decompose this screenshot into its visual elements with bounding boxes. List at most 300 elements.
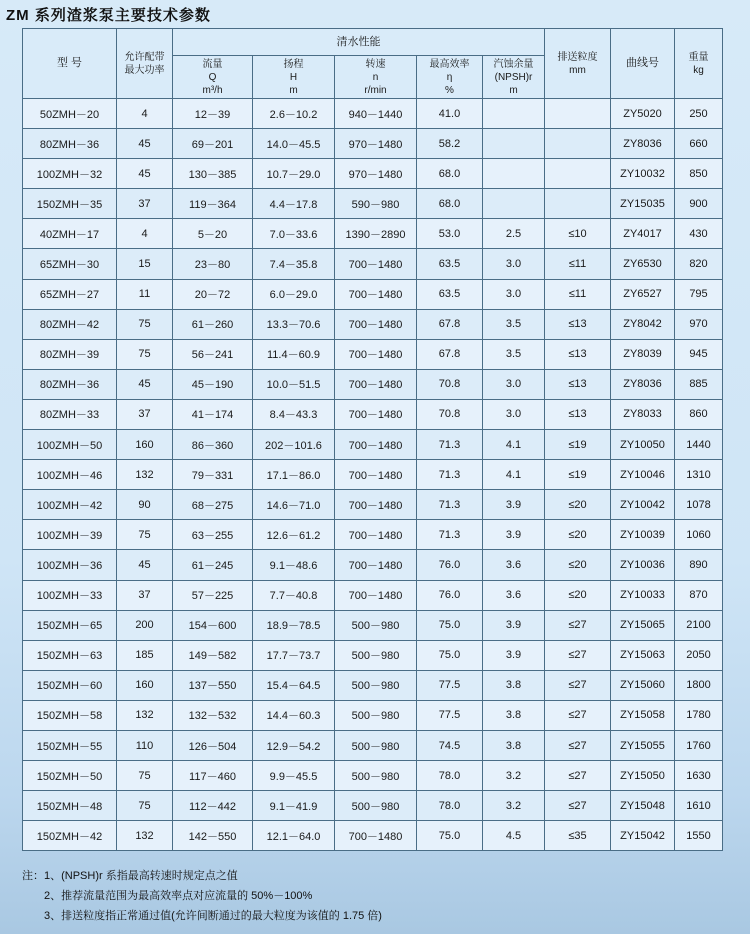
cell-eff: 75.0 [417,610,483,640]
cell-model: 150ZMH－48 [23,791,117,821]
cell-flow: 69－201 [173,129,253,159]
cell-flow: 23－80 [173,249,253,279]
cell-particle: ≤27 [545,670,611,700]
cell-head: 7.0－33.6 [253,219,335,249]
table-row [23,791,723,821]
cell-eff: 77.5 [417,700,483,730]
cell-curve: ZY8036 [611,129,675,159]
cell-speed: 500－980 [335,640,417,670]
header-speed-line2: n [372,71,379,83]
header-particle [545,29,611,99]
cell-flow: 154－600 [173,610,253,640]
cell-eff: 68.0 [417,189,483,219]
spec-table-body [23,99,723,851]
cell-weight: 795 [675,279,723,309]
cell-model: 100ZMH－42 [23,490,117,520]
cell-speed: 700－1480 [335,309,417,339]
header-speed [335,56,417,99]
cell-npsh: 4.1 [483,460,545,490]
cell-eff: 71.3 [417,490,483,520]
cell-flow: 12－39 [173,99,253,129]
cell-npsh: 2.5 [483,219,545,249]
cell-power: 160 [117,670,173,700]
cell-power: 90 [117,490,173,520]
cell-weight: 1060 [675,520,723,550]
cell-eff: 41.0 [417,99,483,129]
cell-npsh: 3.6 [483,550,545,580]
cell-eff: 75.0 [417,640,483,670]
table-row [23,730,723,760]
cell-curve: ZY10039 [611,520,675,550]
cell-weight: 860 [675,399,723,429]
cell-npsh [483,99,545,129]
cell-curve: ZY15042 [611,821,675,851]
cell-curve: ZY15058 [611,700,675,730]
cell-speed: 700－1480 [335,339,417,369]
cell-speed: 500－980 [335,791,417,821]
cell-flow: 142－550 [173,821,253,851]
header-flow-line2: Q [208,71,217,83]
cell-curve: ZY8036 [611,369,675,399]
header-head [253,56,335,99]
cell-speed: 1390－2890 [335,219,417,249]
cell-head: 17.1－86.0 [253,460,335,490]
header-flow-line1: 流量 [202,58,223,70]
cell-particle: ≤35 [545,821,611,851]
cell-model: 150ZMH－60 [23,670,117,700]
cell-speed: 940－1440 [335,99,417,129]
header-power [117,29,173,99]
cell-head: 10.7－29.0 [253,159,335,189]
cell-speed: 700－1480 [335,279,417,309]
cell-speed: 500－980 [335,730,417,760]
cell-npsh: 3.8 [483,730,545,760]
cell-flow: 137－550 [173,670,253,700]
header-speed-line1: 转速 [365,58,386,70]
cell-flow: 132－532 [173,700,253,730]
cell-eff: 78.0 [417,791,483,821]
table-row [23,640,723,670]
cell-head: 18.9－78.5 [253,610,335,640]
cell-curve: ZY15050 [611,761,675,791]
cell-speed: 700－1480 [335,249,417,279]
cell-weight: 1780 [675,700,723,730]
cell-flow: 130－385 [173,159,253,189]
table-row [23,520,723,550]
cell-head: 2.6－10.2 [253,99,335,129]
cell-npsh: 3.8 [483,670,545,700]
cell-head: 11.4－60.9 [253,339,335,369]
cell-model: 80ZMH－36 [23,129,117,159]
cell-power: 185 [117,640,173,670]
cell-eff: 70.8 [417,369,483,399]
cell-particle: ≤10 [545,219,611,249]
cell-power: 75 [117,761,173,791]
cell-particle: ≤27 [545,730,611,760]
cell-curve: ZY15055 [611,730,675,760]
cell-head: 14.4－60.3 [253,700,335,730]
cell-curve: ZY15035 [611,189,675,219]
cell-power: 75 [117,339,173,369]
cell-power: 45 [117,550,173,580]
cell-curve: ZY15048 [611,791,675,821]
cell-eff: 68.0 [417,159,483,189]
cell-npsh: 3.2 [483,761,545,791]
header-eff-line3: % [445,84,454,96]
header-npsh-line3: m [509,84,518,96]
table-row [23,129,723,159]
cell-model: 50ZMH－20 [23,99,117,129]
cell-power: 37 [117,399,173,429]
cell-flow: 57－225 [173,580,253,610]
cell-curve: ZY15063 [611,640,675,670]
cell-eff: 76.0 [417,550,483,580]
table-row [23,279,723,309]
cell-npsh: 3.2 [483,791,545,821]
cell-eff: 71.3 [417,460,483,490]
cell-weight: 1760 [675,730,723,760]
cell-speed: 700－1480 [335,821,417,851]
page-title: ZM 系列渣浆泵主要技术参数 [6,7,211,24]
cell-eff: 70.8 [417,399,483,429]
header-particle-line2: mm [569,64,586,76]
cell-power: 11 [117,279,173,309]
cell-flow: 119－364 [173,189,253,219]
cell-head: 202－101.6 [253,430,335,460]
cell-head: 7.4－35.8 [253,249,335,279]
cell-power: 132 [117,700,173,730]
note-2: 2、推荐流量范围为最高效率点对应流量的 50%－100% [44,890,313,902]
cell-head: 9.1－48.6 [253,550,335,580]
cell-flow: 112－442 [173,791,253,821]
cell-weight: 1800 [675,670,723,700]
table-row [23,369,723,399]
cell-eff: 71.3 [417,430,483,460]
cell-weight: 970 [675,309,723,339]
cell-eff: 74.5 [417,730,483,760]
cell-power: 45 [117,369,173,399]
header-group-clear-water: 清水性能 [173,29,545,56]
cell-npsh: 3.0 [483,279,545,309]
header-curve: 曲线号 [611,29,675,99]
cell-particle: ≤13 [545,309,611,339]
cell-power: 160 [117,430,173,460]
cell-model: 100ZMH－46 [23,460,117,490]
cell-speed: 700－1480 [335,399,417,429]
cell-particle: ≤19 [545,460,611,490]
cell-curve: ZY6527 [611,279,675,309]
cell-eff: 63.5 [417,249,483,279]
table-row [23,219,723,249]
cell-curve: ZY5020 [611,99,675,129]
table-row [23,339,723,369]
cell-particle: ≤13 [545,369,611,399]
cell-power: 75 [117,309,173,339]
cell-curve: ZY6530 [611,249,675,279]
header-head-line1: 扬程 [283,58,304,70]
table-row [23,460,723,490]
cell-eff: 78.0 [417,761,483,791]
cell-npsh [483,159,545,189]
note-1: 1、(NPSH)r 系指最高转速时规定点之值 [44,870,238,882]
table-row [23,670,723,700]
header-model: 型 号 [23,29,117,99]
note-row-2 [22,886,382,906]
cell-power: 110 [117,730,173,760]
header-weight [675,29,723,99]
cell-particle [545,99,611,129]
cell-particle: ≤27 [545,640,611,670]
cell-model: 100ZMH－36 [23,550,117,580]
cell-eff: 71.3 [417,520,483,550]
cell-npsh: 4.5 [483,821,545,851]
cell-curve: ZY10032 [611,159,675,189]
cell-curve: ZY10042 [611,490,675,520]
cell-model: 80ZMH－39 [23,339,117,369]
cell-npsh: 3.6 [483,580,545,610]
cell-eff: 53.0 [417,219,483,249]
cell-model: 150ZMH－58 [23,700,117,730]
cell-model: 80ZMH－42 [23,309,117,339]
cell-particle: ≤13 [545,339,611,369]
header-flow-line3: m³/h [202,84,223,96]
cell-speed: 970－1480 [335,129,417,159]
cell-head: 7.7－40.8 [253,580,335,610]
cell-weight: 1630 [675,761,723,791]
cell-power: 4 [117,219,173,249]
cell-head: 12.1－64.0 [253,821,335,851]
cell-speed: 700－1480 [335,580,417,610]
header-npsh-line2: (NPSH)r [494,71,533,83]
cell-weight: 820 [675,249,723,279]
cell-curve: ZY8033 [611,399,675,429]
table-row [23,580,723,610]
cell-flow: 63－255 [173,520,253,550]
cell-weight: 870 [675,580,723,610]
header-flow [173,56,253,99]
cell-curve: ZY15060 [611,670,675,700]
cell-curve: ZY8039 [611,339,675,369]
cell-particle [545,129,611,159]
spec-table [22,28,723,851]
cell-weight: 885 [675,369,723,399]
header-npsh-line1: 汽蚀余量 [493,58,534,70]
cell-model: 100ZMH－33 [23,580,117,610]
cell-particle: ≤20 [545,550,611,580]
header-eff-line2: η [446,71,453,83]
cell-curve: ZY10033 [611,580,675,610]
table-row [23,490,723,520]
cell-model: 100ZMH－50 [23,430,117,460]
cell-power: 132 [117,460,173,490]
cell-flow: 61－245 [173,550,253,580]
cell-curve: ZY10036 [611,550,675,580]
cell-power: 45 [117,159,173,189]
cell-power: 15 [117,249,173,279]
header-power-line2: 最大功率 [124,64,165,76]
cell-head: 14.0－45.5 [253,129,335,159]
table-row [23,309,723,339]
cell-flow: 86－360 [173,430,253,460]
cell-weight: 1310 [675,460,723,490]
cell-weight: 1550 [675,821,723,851]
cell-particle: ≤20 [545,490,611,520]
cell-head: 9.9－45.5 [253,761,335,791]
cell-power: 75 [117,791,173,821]
header-power-line1: 允许配带 [124,51,165,63]
cell-model: 65ZMH－30 [23,249,117,279]
notes [22,866,382,926]
cell-model: 65ZMH－27 [23,279,117,309]
cell-npsh: 3.0 [483,369,545,399]
cell-particle: ≤27 [545,700,611,730]
cell-flow: 117－460 [173,761,253,791]
cell-weight: 1078 [675,490,723,520]
header-efficiency [417,56,483,99]
table-row [23,821,723,851]
cell-npsh [483,189,545,219]
header-speed-line3: r/min [364,84,387,96]
cell-npsh: 3.0 [483,249,545,279]
cell-npsh: 3.9 [483,520,545,550]
table-row [23,189,723,219]
table-row [23,610,723,640]
cell-power: 75 [117,520,173,550]
cell-flow: 45－190 [173,369,253,399]
cell-weight: 850 [675,159,723,189]
cell-weight: 1440 [675,430,723,460]
cell-model: 150ZMH－50 [23,761,117,791]
cell-speed: 500－980 [335,700,417,730]
table-row [23,399,723,429]
cell-particle: ≤19 [545,430,611,460]
cell-head: 14.6－71.0 [253,490,335,520]
cell-particle [545,189,611,219]
cell-weight: 250 [675,99,723,129]
cell-weight: 890 [675,550,723,580]
cell-speed: 500－980 [335,761,417,791]
cell-model: 100ZMH－32 [23,159,117,189]
cell-particle: ≤27 [545,791,611,821]
notes-lead: 注： [22,870,44,882]
cell-weight: 900 [675,189,723,219]
cell-head: 9.1－41.9 [253,791,335,821]
cell-speed: 500－980 [335,670,417,700]
cell-speed: 500－980 [335,610,417,640]
cell-model: 150ZMH－35 [23,189,117,219]
cell-eff: 67.8 [417,339,483,369]
cell-weight: 2100 [675,610,723,640]
cell-speed: 970－1480 [335,159,417,189]
header-head-line2: H [289,71,298,83]
cell-speed: 700－1480 [335,490,417,520]
cell-head: 10.0－51.5 [253,369,335,399]
cell-power: 200 [117,610,173,640]
cell-weight: 2050 [675,640,723,670]
cell-head: 15.4－64.5 [253,670,335,700]
cell-model: 150ZMH－42 [23,821,117,851]
cell-particle: ≤20 [545,580,611,610]
note-row-1 [22,866,382,886]
cell-npsh: 3.9 [483,610,545,640]
cell-speed: 700－1480 [335,460,417,490]
cell-eff: 77.5 [417,670,483,700]
table-row [23,761,723,791]
cell-curve: ZY4017 [611,219,675,249]
table-row [23,700,723,730]
cell-npsh: 3.9 [483,640,545,670]
cell-speed: 590－980 [335,189,417,219]
cell-curve: ZY15065 [611,610,675,640]
cell-speed: 700－1480 [335,520,417,550]
table-row [23,99,723,129]
cell-particle: ≤27 [545,610,611,640]
cell-power: 37 [117,580,173,610]
cell-flow: 41－174 [173,399,253,429]
cell-eff: 58.2 [417,129,483,159]
cell-npsh: 3.8 [483,700,545,730]
cell-eff: 76.0 [417,580,483,610]
table-row [23,430,723,460]
cell-particle: ≤13 [545,399,611,429]
cell-speed: 700－1480 [335,369,417,399]
cell-eff: 63.5 [417,279,483,309]
cell-flow: 5－20 [173,219,253,249]
cell-flow: 68－275 [173,490,253,520]
cell-eff: 75.0 [417,821,483,851]
cell-head: 12.6－61.2 [253,520,335,550]
cell-particle: ≤11 [545,249,611,279]
cell-flow: 126－504 [173,730,253,760]
cell-eff: 67.8 [417,309,483,339]
cell-model: 80ZMH－33 [23,399,117,429]
cell-power: 4 [117,99,173,129]
cell-npsh: 3.5 [483,309,545,339]
cell-model: 150ZMH－55 [23,730,117,760]
note-row-3 [22,906,382,926]
cell-model: 150ZMH－65 [23,610,117,640]
header-eff-line1: 最高效率 [429,58,470,70]
header-weight-line2: kg [693,64,704,76]
cell-head: 6.0－29.0 [253,279,335,309]
header-npsh [483,56,545,99]
cell-weight: 660 [675,129,723,159]
cell-head: 4.4－17.8 [253,189,335,219]
cell-head: 8.4－43.3 [253,399,335,429]
cell-power: 37 [117,189,173,219]
cell-flow: 56－241 [173,339,253,369]
cell-head: 13.3－70.6 [253,309,335,339]
cell-npsh: 3.9 [483,490,545,520]
cell-model: 100ZMH－39 [23,520,117,550]
cell-flow: 20－72 [173,279,253,309]
cell-power: 45 [117,129,173,159]
cell-speed: 700－1480 [335,550,417,580]
cell-particle: ≤27 [545,761,611,791]
cell-curve: ZY8042 [611,309,675,339]
table-row [23,159,723,189]
cell-head: 12.9－54.2 [253,730,335,760]
cell-particle: ≤11 [545,279,611,309]
cell-particle [545,159,611,189]
cell-weight: 945 [675,339,723,369]
cell-flow: 79－331 [173,460,253,490]
cell-head: 17.7－73.7 [253,640,335,670]
cell-npsh: 3.0 [483,399,545,429]
cell-model: 150ZMH－63 [23,640,117,670]
table-row [23,249,723,279]
cell-speed: 700－1480 [335,430,417,460]
